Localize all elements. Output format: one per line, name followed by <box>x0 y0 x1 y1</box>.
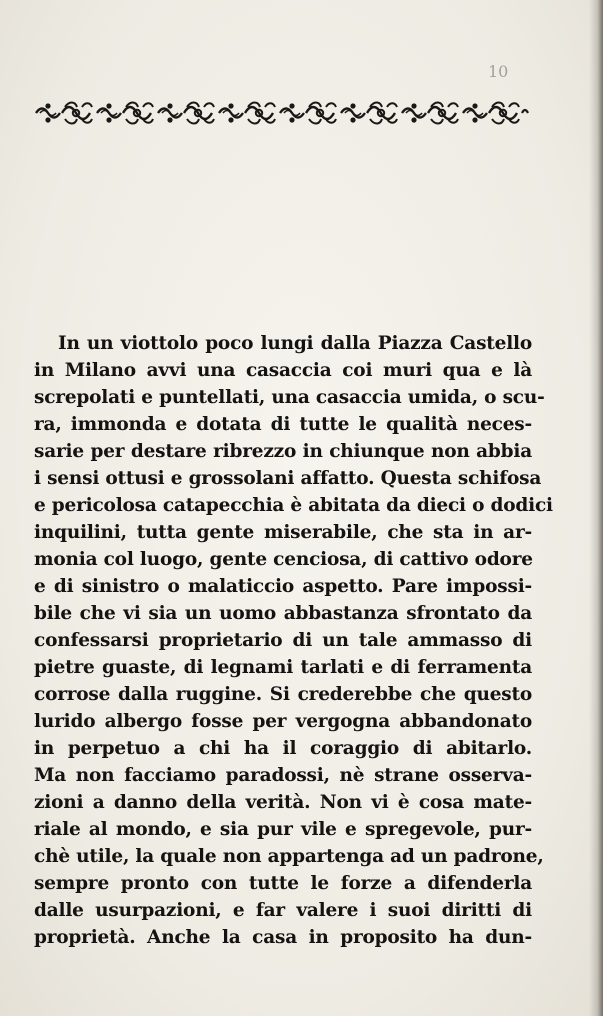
text-line: i sensi ottusi e grossolani affatto. Questa schifosa <box>34 468 542 489</box>
text-line: sempre pronto con tutte le forze a difenderla <box>34 873 532 894</box>
text-line: chè utile, la quale non appartenga ad un padrone, <box>34 846 544 867</box>
text-line: in Milano avvi una casaccia coi muri qua e là <box>34 360 532 381</box>
body-paragraph <box>34 330 553 951</box>
text-line: In un viottolo poco lungi dalla Piazza Castello <box>58 333 532 354</box>
text-line: e di sinistro o malaticcio aspetto. Pare impossi- <box>34 576 532 597</box>
text-line: corrose dalla ruggine. Si crederebbe che questo <box>34 684 532 705</box>
text-line: bile che vi sia un uomo abbastanza sfrontato da <box>34 603 532 624</box>
text-line: riale al mondo, e sia pur vile e spregevole, pur- <box>34 819 532 840</box>
text-line: proprietà. Anche la casa in proposito ha dun- <box>34 927 532 948</box>
text-line: lurido albergo fosse per vergogna abbandonato <box>34 711 532 732</box>
page-edge-shadow <box>589 0 603 1016</box>
text-line: zioni a danno della verità. Non vi è cosa mate- <box>34 792 532 813</box>
text-line: confessarsi proprietario di un tale ammasso di <box>34 630 532 651</box>
text-line: in perpetuo a chi ha il coraggio di abitarlo. <box>34 738 532 759</box>
page-number: 10 <box>488 62 509 81</box>
text-line: e pericolosa catapecchia è abitata da dieci o dodici <box>34 495 553 516</box>
ornamental-header-icon <box>34 98 529 128</box>
text-line: dalle usurpazioni, e far valere i suoi diritti di <box>34 900 532 921</box>
text-line: ra, immonda e dotata di tutte le qualità neces- <box>34 414 532 435</box>
text-line: monia col luogo, gente cenciosa, di cattivo odore <box>34 549 533 570</box>
text-line: sarie per destare ribrezzo in chiunque non abbia <box>34 441 532 462</box>
text-line: inquilini, tutta gente miserabile, che sta in ar- <box>34 522 532 543</box>
text-line: pietre guaste, di legnami tarlati e di ferramenta <box>34 657 532 678</box>
text-line: screpolati e puntellati, una casaccia umida, o scu- <box>34 387 545 408</box>
text-line: Ma non facciamo paradossi, nè strane osserva- <box>34 765 532 786</box>
